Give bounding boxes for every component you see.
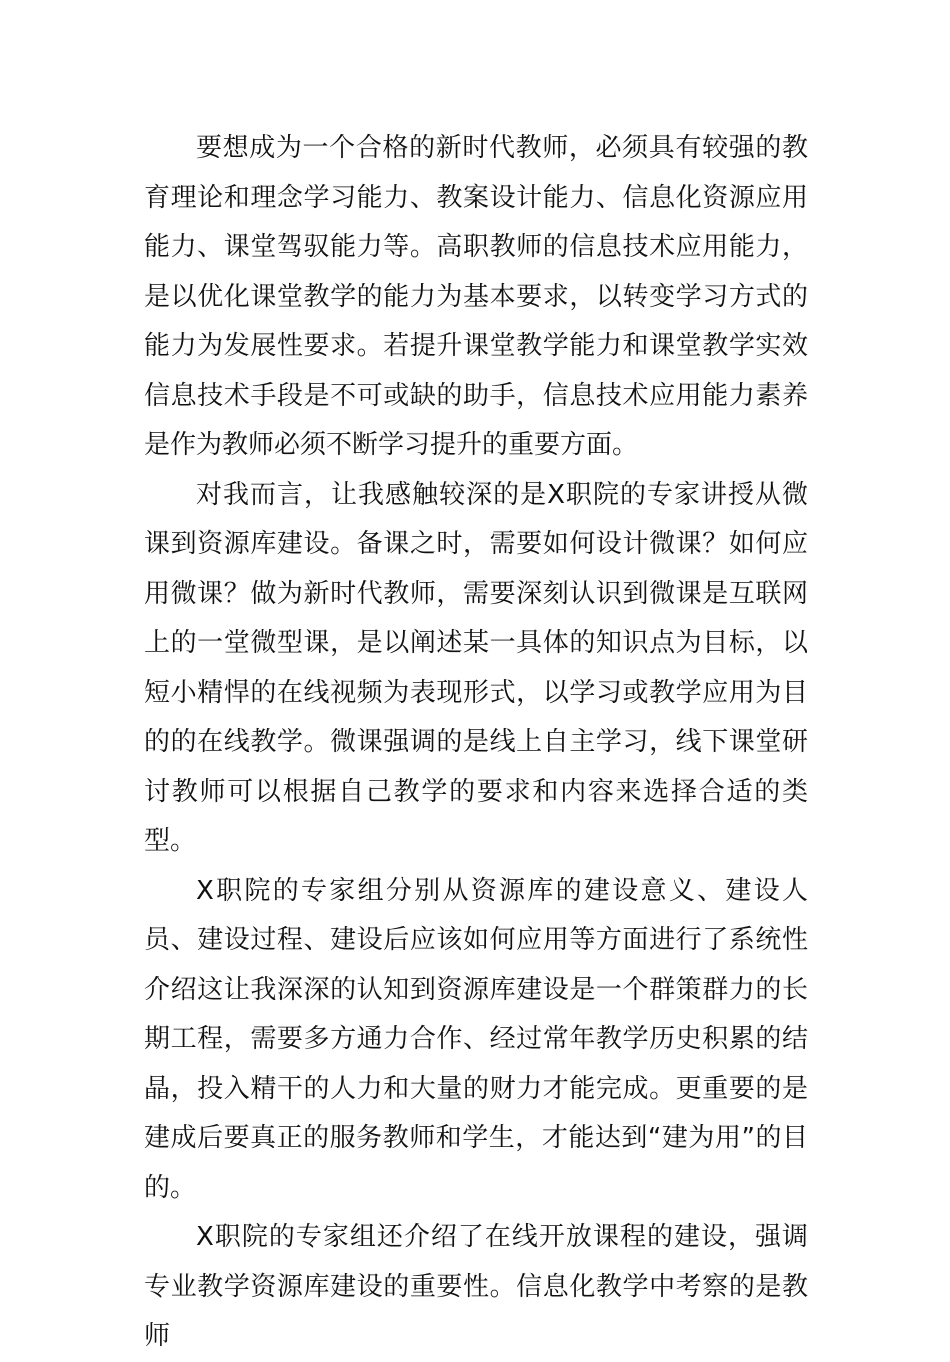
paragraph-2: 对我而言，让我感触较深的是X职院的专家讲授从微课到资源库建设。备课之时，需要如何设计微课？如何应用微课？做为新时代教师，需要深刻认识到微课是互联网上的一堂微型课，是以阐述某一具体的知识点为目标，以短小精悍的在线视频为表现形式，以学习或教学应用为目的的在线教学。微课强调的是线上自主学习，线下课堂研讨教师可以根据自己教学的要求和内容来选择合适的类型。 xyxy=(144,479,808,856)
document-body xyxy=(144,124,808,1362)
paragraph-4: X职院的专家组还介绍了在线开放课程的建设，强调专业教学资源库建设的重要性。信息化教学中考察的是教师 xyxy=(144,1222,808,1351)
paragraph-1: 要想成为一个合格的新时代教师，必须具有较强的教育理论和理念学习能力、教案设计能力、信息化资源应用能力、课堂驾驭能力等。高职教师的信息技术应用能力，是以优化课堂教学的能力为基本要求，以转变学习方式的能力为发展性要求。若提升课堂教学能力和课堂教学实效信息技术手段是不可或缺的助手，信息技术应用能力素养是作为教师必须不断学习提升的重要方面。 xyxy=(144,133,808,460)
paragraph-3: X职院的专家组分别从资源库的建设意义、建设人员、建设过程、建设后应该如何应用等方面进行了系统性介绍这让我深深的认知到资源库建设是一个群策群力的长期工程，需要多方通力合作、经过常年教学历史积累的结晶，投入精干的人力和大量的财力才能完成。更重要的是建成后要真正的服务教师和学生，才能达到“建为用”的目的。 xyxy=(144,875,808,1203)
